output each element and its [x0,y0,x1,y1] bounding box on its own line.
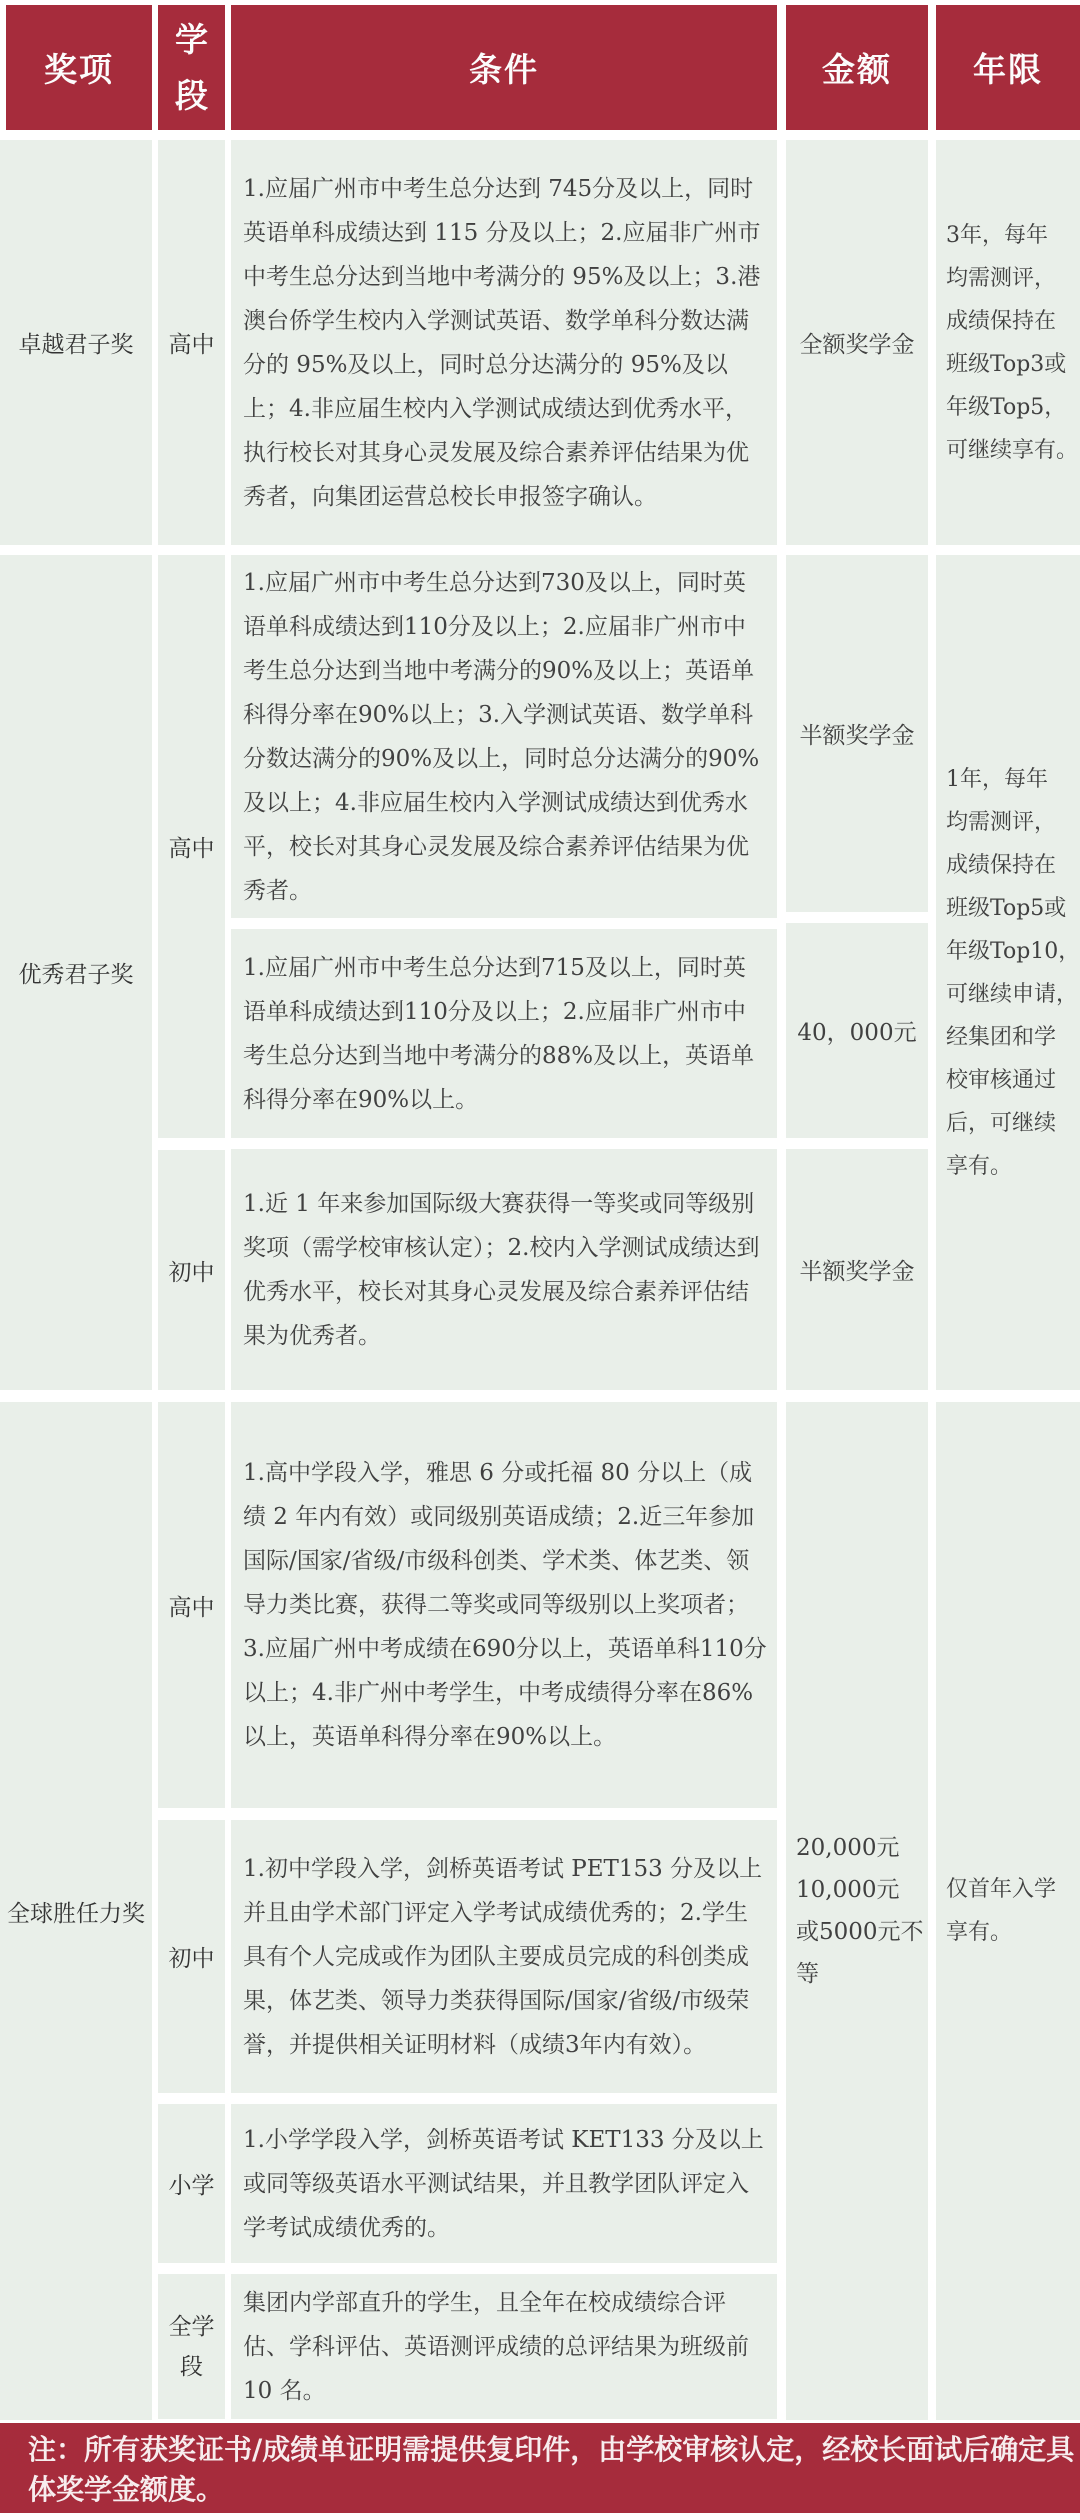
amount-cell-r2b: 40，000元 [786,923,928,1138]
duration-line: 校审核通过 [946,1067,1057,1093]
header-col-stage-label: 学段 [175,19,208,115]
stage-cell-r1-highschool: 高中 [158,140,225,545]
award-cell-outstanding: 优秀君子奖 [0,555,152,1390]
condition-cell-r3d [231,2274,777,2419]
duration-line: 均需测评， [946,265,1057,291]
duration-line: 成绩保持在 [946,852,1057,878]
stage-cell-r3-allstages [158,2274,225,2419]
duration-cell-r2 [936,555,1080,1390]
condition-cell-r2b [231,929,777,1138]
duration-line: 享有。 [946,1153,1013,1179]
condition-text: 1.应届广州市中考生总分达到730及以上，同时英语单科成绩达到110分及以上；2.应届非广州市中考生总分达到当地中考满分的90%及以上；英语单科得分率在90%以上；3.入学测试英语、数学单科分数达满分的90%及以上，同时总分达满分的90%及以上；4.非应届生校内入学测试成绩达到优秀水平，校长对其身心灵发展及综合素养评估结果为优秀者。 [243,569,760,904]
header-col-condition: 条件 [231,5,777,130]
condition-cell-r3b [231,1820,777,2093]
amount-line: 或5000元不 [796,1919,924,1945]
duration-cell-r1 [936,140,1080,545]
duration-line: 仅首年入学 [946,1877,1057,1902]
condition-cell-r3c [231,2104,777,2263]
duration-line: 1年，每年 [946,766,1048,792]
stage-cell-r2-middleschool: 初中 [158,1150,225,1390]
condition-text: 集团内学部直升的学生，且全年在校成绩综合评估、学科评估、英语测评成绩的总评结果为班级前 10 名。 [243,2289,749,2404]
duration-line: 可继续享有。 [946,437,1079,463]
amount-cell-r3 [786,1402,928,2420]
header-col-stage [158,5,225,130]
stage-cell-r2-highschool: 高中 [158,555,225,1138]
duration-line: 年级Top5， [946,394,1067,420]
header-col-duration: 年限 [936,5,1080,130]
amount-cell-r2a: 半额奖学金 [786,555,928,912]
duration-line: 3年，每年 [946,222,1048,248]
header-col-award: 奖项 [6,5,152,130]
duration-line: 可继续申请， [946,981,1079,1007]
duration-line: 享有。 [946,1920,1013,1945]
condition-text: 1.应届广州市中考生总分达到 745分及以上，同时英语单科成绩达到 115 分及以上；2.应届非广州市中考生总分达到当地中考满分的 95%及以上；3.港澳台侨学生校内入学测试英语、数学单科分数达满分的 95%及以上，同时总分达满分的 95%及以上；4.非应届生校内入学测试成绩达到优秀水平，执行校长对其身心灵发展及综合素养评估结果为优秀者，向集团运营总校长申报签字确认。 [243,175,761,510]
stage-cell-r3-primary: 小学 [158,2104,225,2263]
stage-cell-r3-middleschool: 初中 [158,1820,225,2093]
condition-text: 1.小学学段入学，剑桥英语考试 KET133 分及以上或同等级英语水平测试结果，并且教学团队评定入学考试成绩优秀的。 [243,2126,764,2241]
condition-cell-r2c [231,1149,777,1390]
footer-note-text: 注：所有获奖证书/成绩单证明需提供复印件，由学校审核认定，经校长面试后确定具体奖学金额度。 [28,2433,1075,2506]
amount-cell-r1: 全额奖学金 [786,140,928,545]
duration-line: 均需测评， [946,809,1057,835]
condition-cell-r3a [231,1402,777,1808]
duration-line: 成绩保持在 [946,308,1057,334]
duration-line: 经集团和学 [946,1024,1057,1050]
stage-cell-r3-highschool: 高中 [158,1402,225,1808]
award-cell-excellence: 卓越君子奖 [0,140,152,545]
amount-line: 10,000元 [796,1877,900,1903]
condition-text: 1.高中学段入学，雅思 6 分或托福 80 分以上（成绩 2 年内有效）或同级别英语成绩；2.近三年参加国际/国家/省级/市级科创类、学术类、体艺类、领导力类比赛，获得二等奖或同等级别以上奖项者；3.应届广州中考成绩在690分以上，英语单科110分以上；4.非广州中考学生，中考成绩得分率在86%以上，英语单科得分率在90%以上。 [243,1460,767,1750]
condition-cell-r2a [231,555,777,918]
amount-line: 等 [796,1961,819,1987]
duration-line: 班级Top5或 [946,895,1067,921]
header-col-amount: 金额 [786,5,928,130]
duration-line: 班级Top3或 [946,351,1067,377]
stage-label: 全学段 [168,2313,215,2380]
condition-text: 1.初中学段入学，剑桥英语考试 PET153 分及以上并且由学术部门评定入学考试成绩优秀的；2.学生具有个人完成或作为团队主要成员完成的科创类成果，体艺类、领导力类获得国际/国家/省级/市级荣誉，并提供相关证明材料（成绩3年内有效）。 [243,1855,763,2058]
condition-text: 1.近 1 年来参加国际级大赛获得一等奖或同等级别奖项（需学校审核认定）；2.校内入学测试成绩达到优秀水平，校长对其身心灵发展及综合素养评估结果为优秀者。 [243,1190,760,1349]
duration-line: 后，可继续 [946,1110,1057,1136]
condition-text: 1.应届广州市中考生总分达到715及以上，同时英语单科成绩达到110分及以上；2.应届非广州市中考生总分达到当地中考满分的88%及以上，英语单科得分率在90%以上。 [243,954,755,1113]
footer-note-bar [0,2423,1080,2513]
condition-cell-r1 [231,140,777,545]
duration-cell-r3 [936,1402,1080,2420]
award-cell-global-competence: 全球胜任力奖 [0,1402,152,2420]
amount-line: 20,000元 [796,1835,900,1861]
amount-cell-r2c: 半额奖学金 [786,1149,928,1390]
duration-line: 年级Top10， [946,938,1080,964]
